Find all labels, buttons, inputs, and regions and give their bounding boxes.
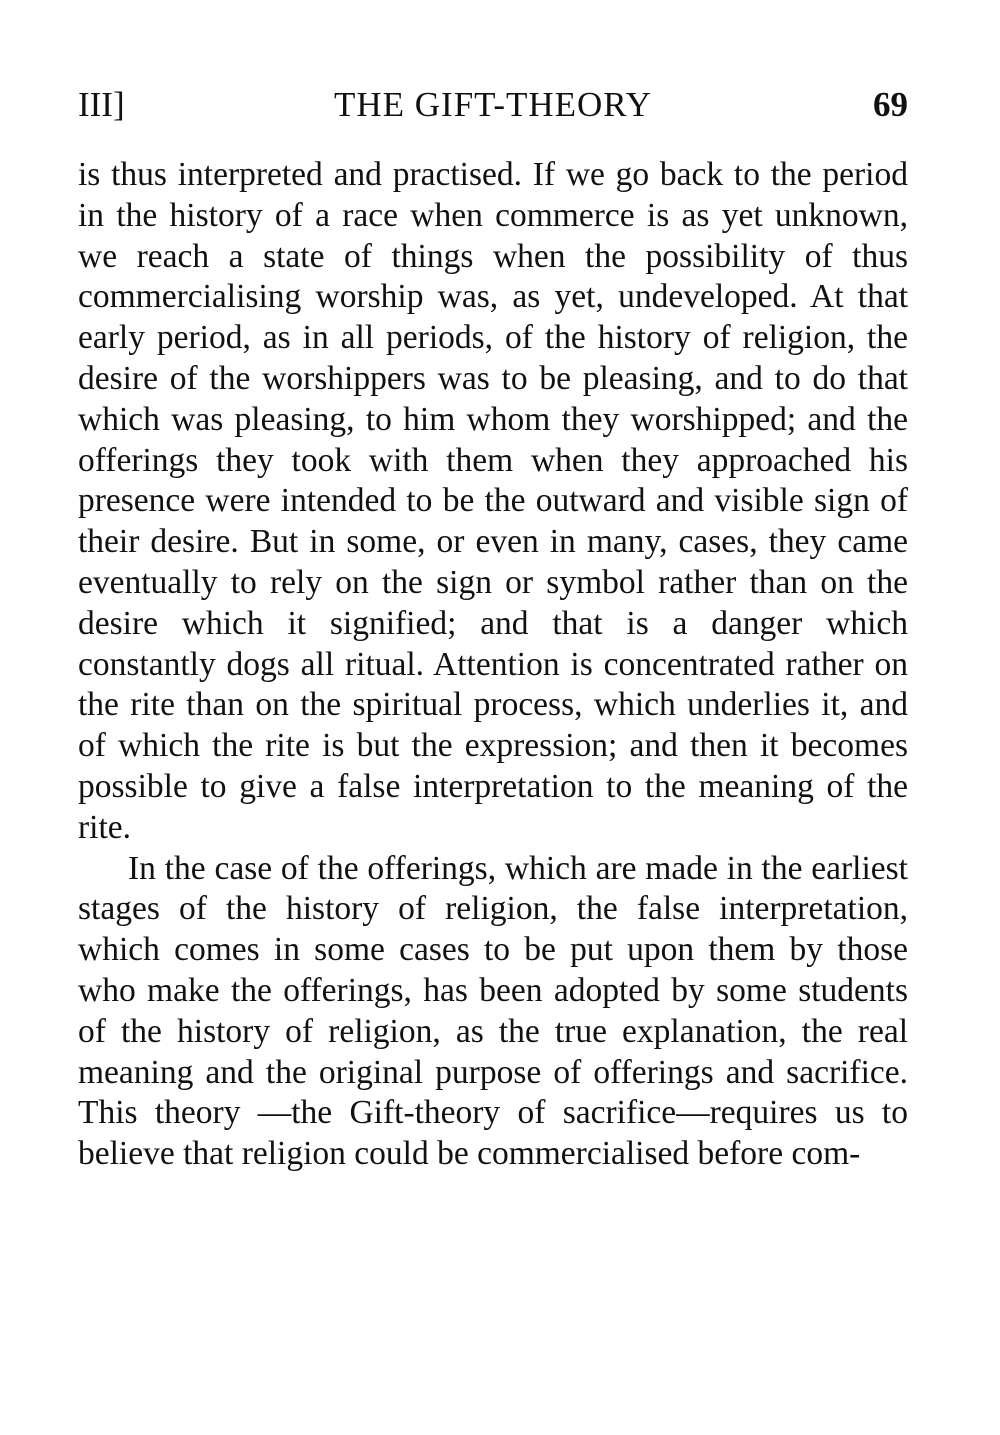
page-title: THE GIFT-THEORY	[333, 85, 652, 124]
paragraph-2: In the case of the offerings, which are made in the earliest stages of the history of religion, the false interpretation, which comes in some cases to be put upon them by those who make the offerings, has been adopted by some students of the history of religion, as the true explanation, the real meaning and the original purpose of offerings and sacrifice. This theory —the Gift-theory of sacrifice—requires us to believe that religion could be commercialised before com-	[78, 849, 908, 1173]
running-head	[78, 80, 908, 130]
body-text	[78, 155, 908, 1175]
paragraph-1: is thus interpreted and practised. If we go back to the period in the history of a race when commerce is as yet unknown, we reach a state of things when the possibility of thus commercialising worship was, as yet, undeveloped. At that early period, as in all periods, of the history of religion, the desire of the worshippers was to be pleasing, and to do that which was pleasing, to him whom they worshipped; and the offerings they took with them when they approached his presence were intended to be the outward and visible sign of their desire. But in some, or even in many, cases, they came eventually to rely on the sign or symbol rather than on the desire which it signified; and that is a danger which constantly dogs all ritual. Attention is concentrated rather on the rite than on the spiritual process, which underlies it, and of which the rite is but the expression; and then it becomes possible to give a false interpretation to the meaning of the rite.	[78, 156, 908, 846]
page-number: 69	[873, 85, 908, 124]
chapter-number: III]	[78, 85, 125, 124]
